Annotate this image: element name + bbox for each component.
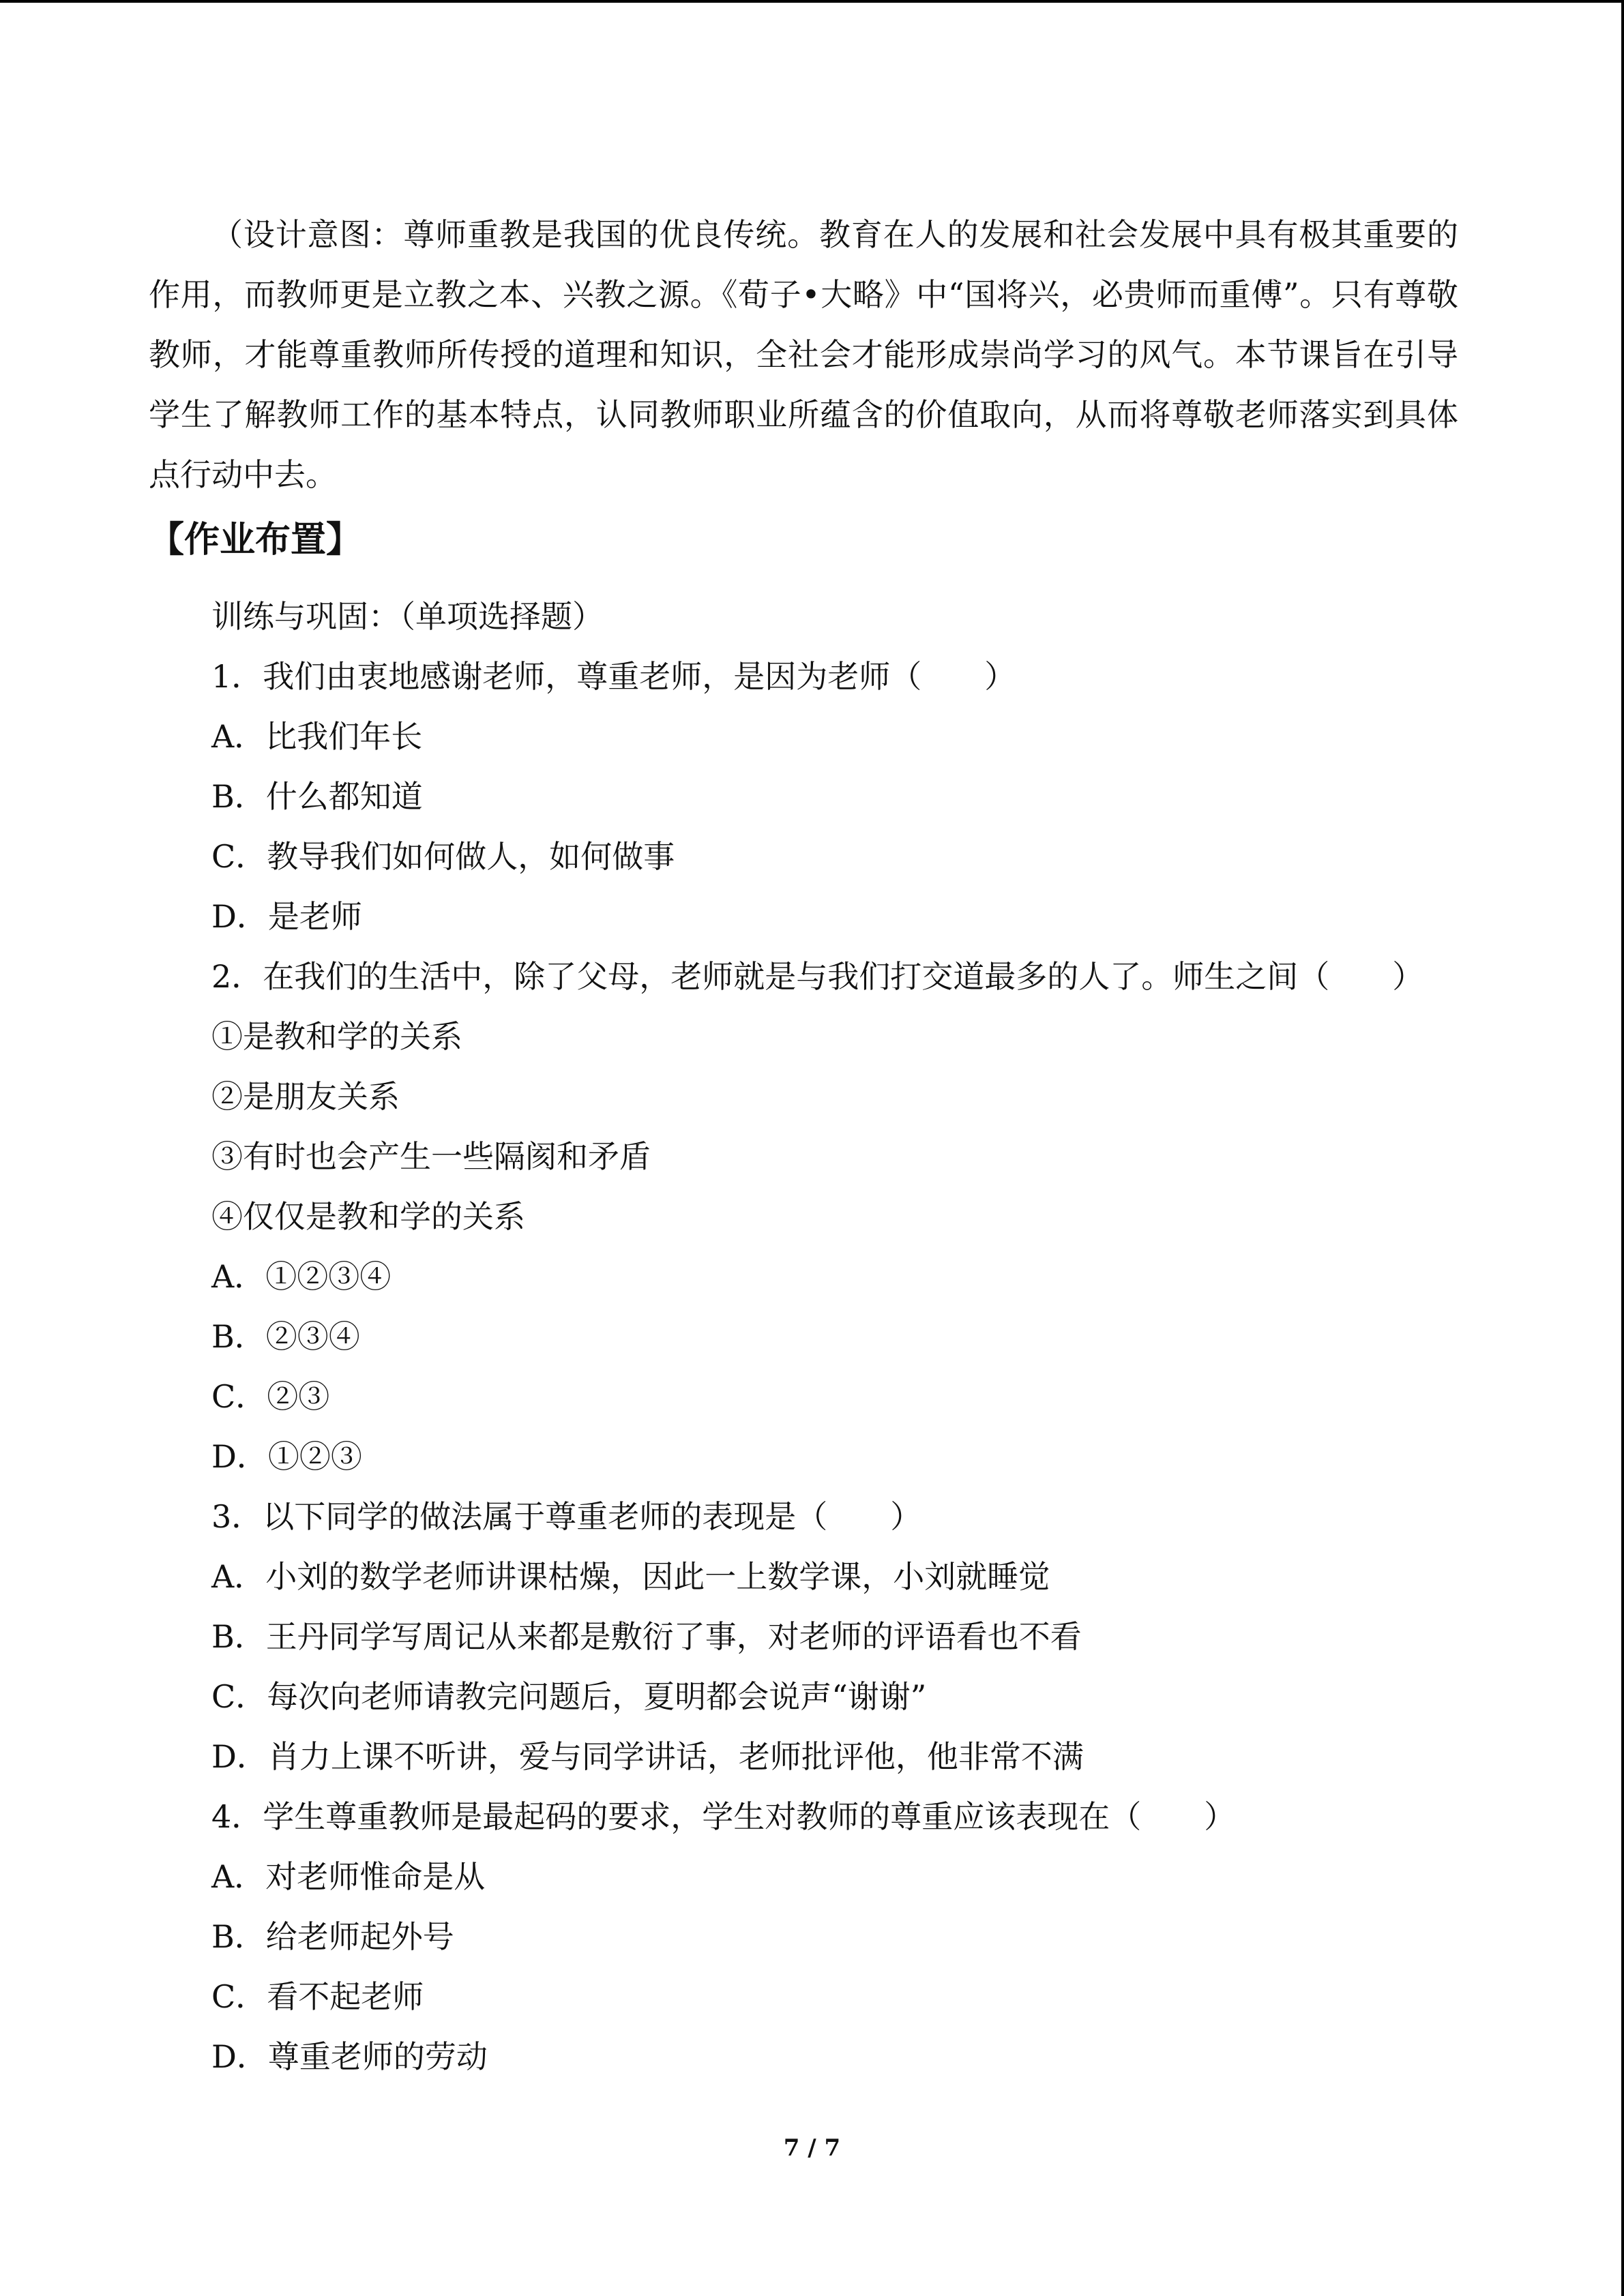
document-content [149,205,1458,2087]
question-2-statement-1: ①是教和学的关系 [211,1018,462,1055]
question-3-option-c: C．每次向老师请教完问题后，夏明都会说声“谢谢” [211,1678,927,1715]
design-intent-paragraph: （设计意图：尊师重教是我国的优良传统。教育在人的发展和社会发展中具有极其重要的作用，而教师更是立教之本、兴教之源。《荀子•大略》中“国将兴，必贵师而重傅”。只有尊敬教师，才能尊重教师所传授的道理和知识，全社会才能形成崇尚学习的风气。本节课旨在引导学生了解教师工作的基本特点，认同教师职业所蕴含的价值取向，从而将尊敬老师落实到具体点行动中去。 [149,216,1458,493]
question-2-statement-2: ②是朋友关系 [211,1078,400,1115]
exercise-list [211,586,1458,2087]
question-4-option-d: D．尊重老师的劳动 [211,2038,488,2075]
question-2-option-c: C．②③ [211,1378,330,1415]
question-3: 3．以下同学的做法属于尊重老师的表现是（ ） [211,1498,922,1535]
question-2-option-b: B．②③④ [211,1318,360,1355]
question-3-option-b: B．王丹同学写周记从来都是敷衍了事，对老师的评语看也不看 [211,1618,1082,1655]
question-2: 2．在我们的生活中，除了父母，老师就是与我们打交道最多的人了。师生之间（ ） [211,958,1424,995]
question-1-option-c: C．教导我们如何做人，如何做事 [211,838,675,875]
section-title-homework: 【作业布置】 [149,520,362,561]
question-3-option-d: D．肖力上课不听讲，爱与同学讲话，老师批评他，他非常不满 [211,1738,1084,1775]
exercise-heading: 训练与巩固：（单项选择题） [211,598,604,635]
question-4-option-c: C．看不起老师 [211,1978,424,2015]
question-4-option-a: A．对老师惟命是从 [211,1858,486,1895]
question-1-option-d: D．是老师 [211,898,362,935]
question-3-option-a: A．小刘的数学老师讲课枯燥，因此一上数学课，小刘就睡觉 [211,1558,1050,1595]
page-number: 7 / 7 [783,2134,841,2162]
question-1: 1．我们由衷地感谢老师，尊重老师，是因为老师（ ） [211,658,1016,695]
question-2-option-a: A．①②③④ [211,1258,392,1295]
question-1-option-a: A．比我们年长 [211,718,423,755]
question-2-option-d: D．①②③ [211,1438,362,1475]
question-1-option-b: B．什么都知道 [211,778,423,815]
question-2-statement-3: ③有时也会产生一些隔阂和矛盾 [211,1138,651,1175]
question-4-option-b: B．给老师起外号 [211,1918,454,1955]
question-4: 4．学生尊重教师是最起码的要求，学生对教师的尊重应该表现在（ ） [211,1798,1236,1835]
question-2-statement-4: ④仅仅是教和学的关系 [211,1198,525,1235]
